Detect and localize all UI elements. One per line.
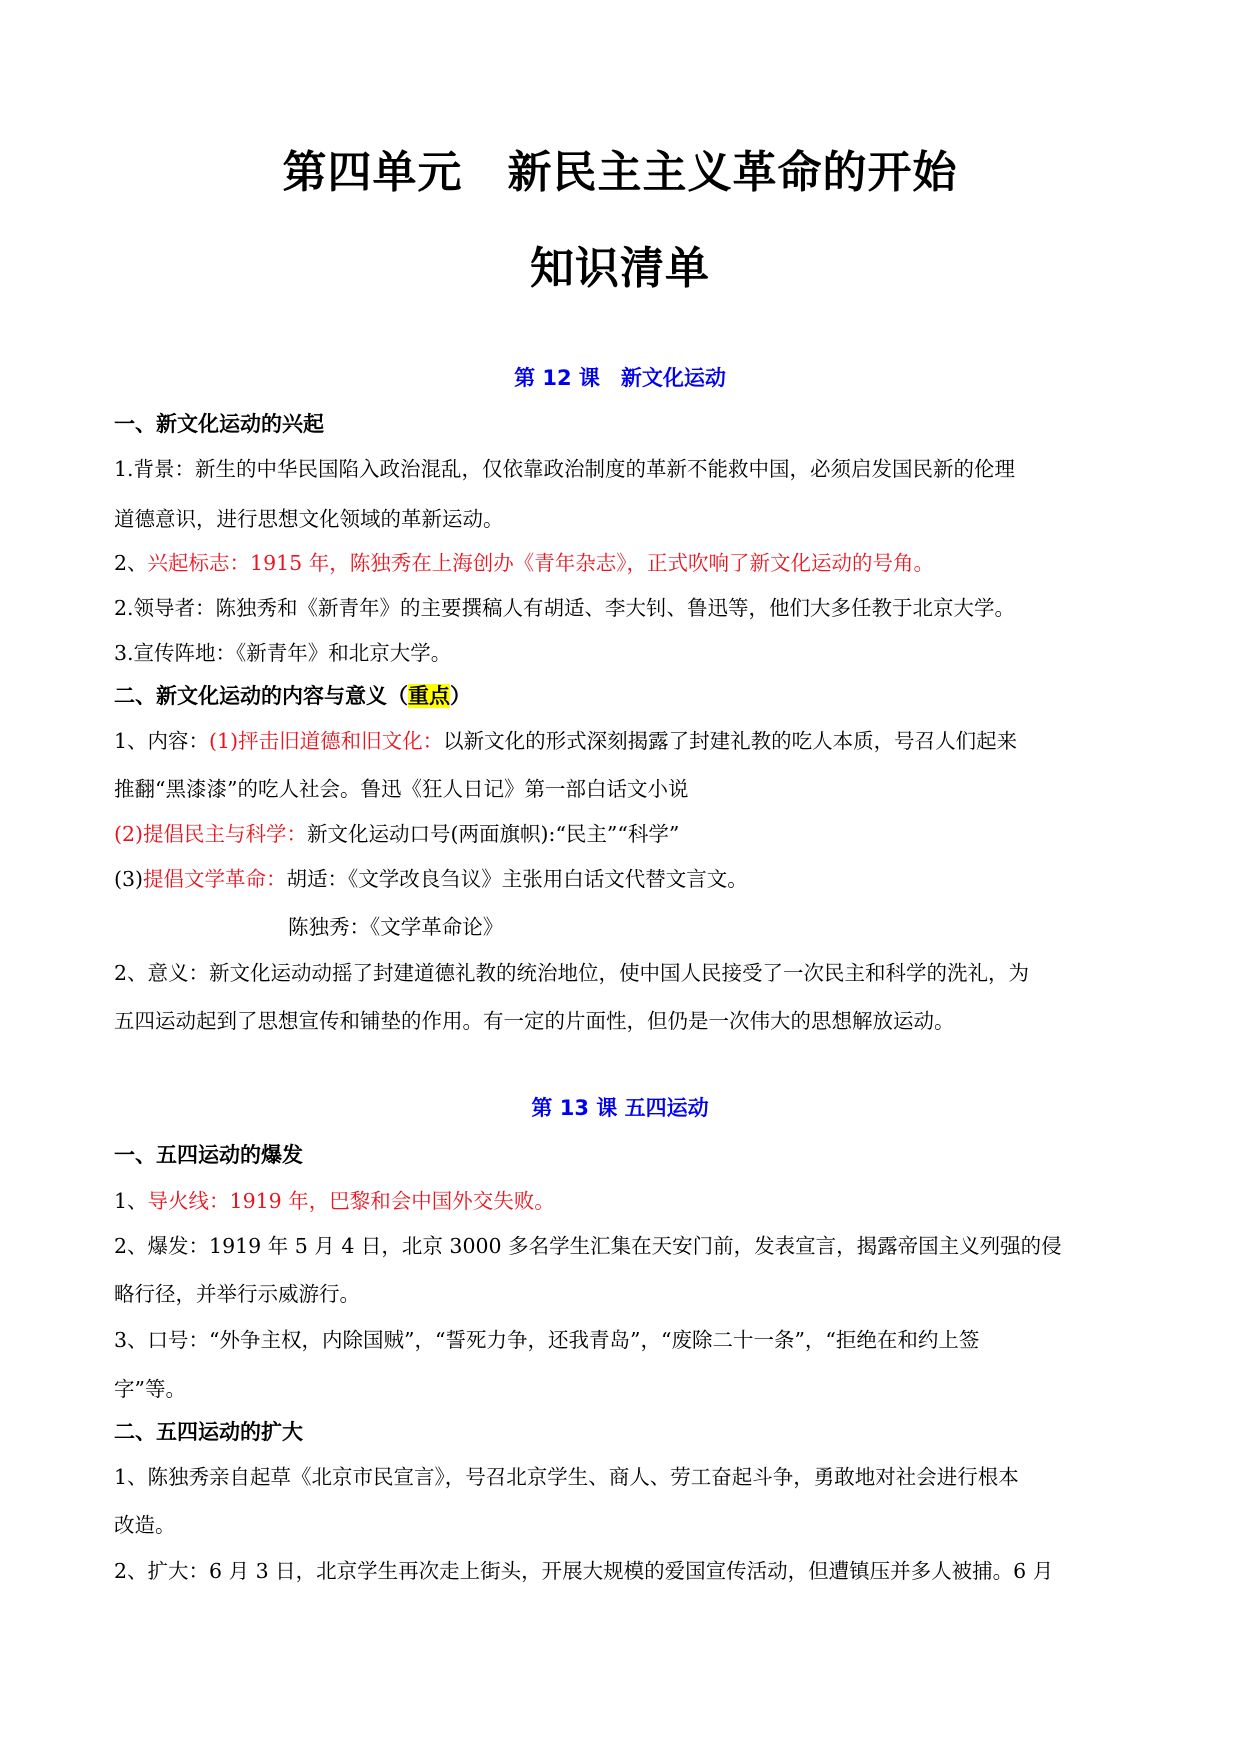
paragraph-line: 道德意识，进行思想文化领域的革新运动。 <box>114 507 504 531</box>
paragraph-line: 2、扩大：6 月 3 日，北京学生再次走上街头，开展大规模的爱国宣传活动，但遭镇压并多人被捕。6 月 <box>114 1559 1054 1583</box>
paragraph-line: 改造。 <box>114 1513 176 1537</box>
lesson-13-heading: 第 13 课 五四运动 <box>531 1096 709 1120</box>
unit-subtitle: 知识清单 <box>530 243 710 294</box>
section-title-text: 二、新文化运动的内容与意义（ <box>114 684 408 708</box>
paragraph-line <box>114 862 1134 892</box>
paragraph-line <box>114 546 1134 576</box>
paragraph-line: 略行径，并举行示威游行。 <box>114 1282 360 1306</box>
section-title: 一、五四运动的爆发 <box>114 1143 303 1167</box>
paragraph-line: 五四运动起到了思想宣传和铺垫的作用。有一定的片面性，但仍是一次伟大的思想解放运动。 <box>114 1009 955 1033</box>
section-title: 一、新文化运动的兴起 <box>114 412 324 436</box>
paragraph-line: 字”等。 <box>114 1377 186 1401</box>
section-title: 二、五四运动的扩大 <box>114 1420 303 1444</box>
key-point-badge: 重点 <box>408 684 450 708</box>
paragraph-line: 1、陈独秀亲自起草《北京市民宣言》，号召北京学生、商人、劳工奋起斗争，勇敢地对社会进行根本 <box>114 1465 1019 1489</box>
paragraph-line: 2、爆发：1919 年 5 月 4 日，北京 3000 多名学生汇集在天安门前，发表宣言，揭露帝国主义列强的侵 <box>114 1234 1062 1258</box>
paragraph-line <box>114 817 1134 847</box>
paragraph-line: 3.宣传阵地：《新青年》和北京大学。 <box>114 641 452 665</box>
paragraph-line <box>114 724 1134 754</box>
unit-title: 第四单元 新民主主义革命的开始 <box>282 147 958 198</box>
lesson-12-heading: 第 12 课 新文化运动 <box>514 366 726 390</box>
paragraph-line <box>114 1184 1134 1214</box>
paragraph-line: 2、意义：新文化运动动摇了封建道德礼教的统治地位，使中国人民接受了一次民主和科学的洗礼，为 <box>114 961 1030 985</box>
key-point-text: 提倡文学革命： <box>143 867 287 891</box>
paragraph-line: 陈独秀：《文学革命论》 <box>288 915 504 939</box>
item-number: 1、 <box>114 1189 148 1213</box>
key-point-text: 兴起标志：1915 年，陈独秀在上海创办《青年杂志》，正式吹响了新文化运动的号角。 <box>147 551 934 575</box>
paragraph-line: 2.领导者：陈独秀和《新青年》的主要撰稿人有胡适、李大钊、鲁迅等，他们大多任教于北京大学。 <box>114 596 1016 620</box>
paragraph-line: 3、口号：“外争主权，内除国贼”，“誓死力争，还我青岛”，“废除二十一条”，“拒绝在和约上签 <box>114 1328 980 1352</box>
item-text: 胡适：《文学改良刍议》主张用白话文代替文言文。 <box>286 867 748 891</box>
section-title <box>114 680 471 710</box>
item-text: 以新文化的形式深刻揭露了封建礼教的吃人本质，号召人们起来 <box>443 729 1018 753</box>
item-label: (3) <box>114 867 144 891</box>
paragraph-line: 推翻“黑漆漆”的吃人社会。鲁迅《狂人日记》第一部白话文小说 <box>114 777 689 801</box>
key-point-text: (2)提倡民主与科学： <box>114 822 308 846</box>
paragraph-line: 1.背景：新生的中华民国陷入政治混乱，仅依靠政治制度的革新不能救中国，必须启发国民新的伦理 <box>114 457 1016 481</box>
item-text: 新文化运动口号(两面旗帜):“民主”“科学” <box>307 822 680 846</box>
key-point-text: 导火线：1919 年，巴黎和会中国外交失败。 <box>147 1189 555 1213</box>
key-point-text: (1)抨击旧道德和旧文化： <box>209 729 444 753</box>
item-label: 1、内容： <box>114 729 210 753</box>
section-title-close: ） <box>450 684 471 708</box>
item-number: 2、 <box>114 551 148 575</box>
